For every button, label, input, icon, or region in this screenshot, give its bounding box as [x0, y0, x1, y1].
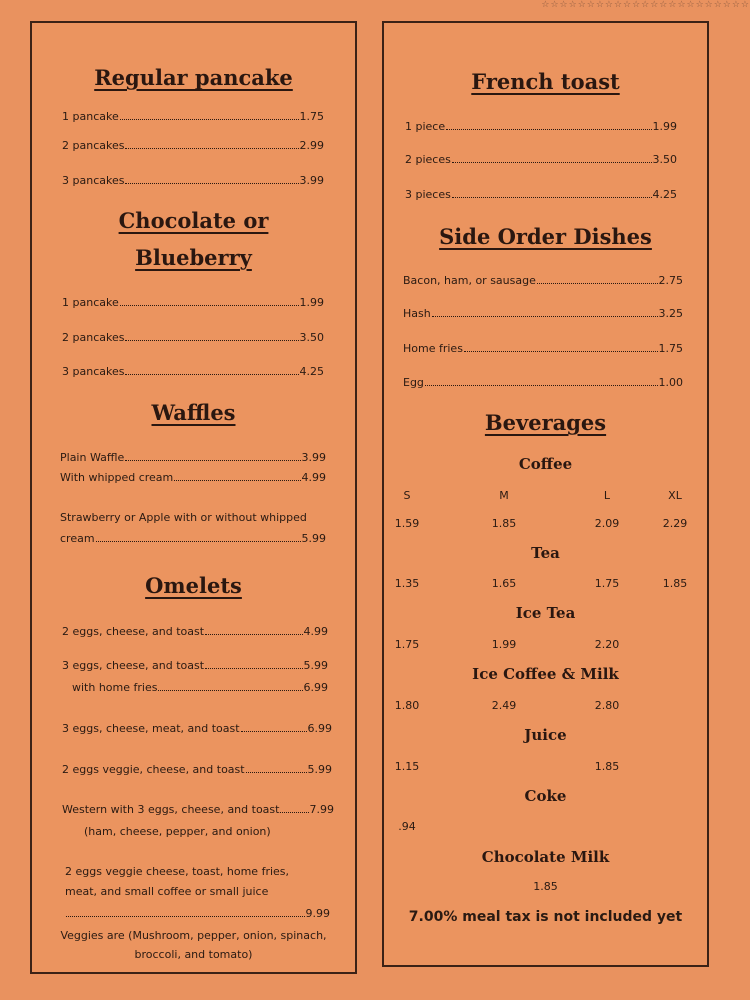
beverage-coke: Coke — [524, 787, 567, 805]
price-cell: 1.75 — [394, 638, 420, 651]
price-cell: .94 — [398, 820, 416, 833]
menu-item: 1 pancake 1.99 — [62, 296, 324, 309]
veggies-note: Veggies are (Mushroom, pepper, onion, spinach, — [60, 929, 327, 942]
price-cell: 1.80 — [394, 699, 420, 712]
beverage-chocolate-milk: Chocolate Milk — [481, 848, 610, 866]
menu-item: cream 5.99 — [60, 532, 326, 545]
right-menu-panel — [382, 21, 709, 967]
menu-item-text: Strawberry or Apple with or without whipped — [60, 511, 307, 524]
menu-item-text: meat, and small coffee or small juice — [65, 885, 269, 898]
menu-item: 1 pancake 1.75 — [62, 110, 324, 123]
beverage-juice: Juice — [524, 726, 567, 744]
price-cell: 1.85 — [594, 760, 620, 773]
menu-item: 2 eggs veggie, cheese, and toast 5.99 — [62, 763, 332, 776]
menu-item: 2 pieces 3.50 — [405, 153, 677, 166]
menu-item: Bacon, ham, or sausage 2.75 — [403, 274, 683, 287]
price-cell: 1.65 — [491, 577, 517, 590]
menu-item: 9.99 — [65, 907, 330, 920]
beverage-coffee: Coffee — [518, 455, 573, 473]
heading-chocolate-or: Chocolate or — [118, 208, 269, 233]
price-cell: 1.59 — [394, 517, 420, 530]
heading-french-toast: French toast — [471, 69, 620, 94]
menu-item: 2 pancakes 3.50 — [62, 331, 324, 344]
left-menu-panel — [30, 21, 357, 974]
menu-item: 3 eggs, cheese, meat, and toast 6.99 — [62, 722, 332, 735]
price-cell: 2.49 — [491, 699, 517, 712]
decorative-star-border: ☆☆☆☆☆☆☆☆☆☆☆☆☆☆☆☆☆☆☆☆☆☆☆ — [541, 0, 750, 10]
price-cell: 1.35 — [394, 577, 420, 590]
heading-omelets: Omelets — [145, 573, 242, 598]
heading-side-order-dishes: Side Order Dishes — [439, 224, 652, 249]
price-cell: 1.85 — [491, 517, 517, 530]
size-l: L — [603, 489, 611, 502]
price-cell: 2.09 — [594, 517, 620, 530]
beverage-tea: Tea — [531, 544, 560, 562]
price-cell: 1.99 — [491, 638, 517, 651]
price-cell: 2.20 — [594, 638, 620, 651]
veggies-note: broccoli, and tomato) — [134, 948, 253, 961]
menu-item: 3 eggs, cheese, and toast 5.99 — [62, 659, 328, 672]
menu-item: Plain Waffle 3.99 — [60, 451, 326, 464]
price-cell: 1.85 — [533, 880, 558, 893]
tax-note: 7.00% meal tax is not included yet — [408, 909, 683, 925]
price-cell: 1.15 — [394, 760, 420, 773]
size-m: M — [499, 489, 509, 502]
menu-item: 3 pancakes 3.99 — [62, 174, 324, 187]
beverage-ice-coffee: Ice Coffee & Milk — [472, 665, 619, 683]
menu-item: 3 pancakes 4.25 — [62, 365, 324, 378]
menu-item: Egg 1.00 — [403, 376, 683, 389]
heading-waffles: Waffles — [151, 400, 236, 425]
beverage-ice-tea: Ice Tea — [515, 604, 576, 622]
price-cell: 2.29 — [662, 517, 688, 530]
heading-regular-pancake: Regular pancake — [94, 65, 293, 90]
size-xl: XL — [668, 489, 682, 502]
menu-item: 2 pancakes 2.99 — [62, 139, 324, 152]
heading-blueberry: Blueberry — [135, 245, 252, 270]
menu-item: Western with 3 eggs, cheese, and toast 7.99 — [62, 803, 334, 816]
menu-item: 3 pieces 4.25 — [405, 188, 677, 201]
menu-item: 1 piece 1.99 — [405, 120, 677, 133]
menu-item: Home fries 1.75 — [403, 342, 683, 355]
size-s: S — [403, 489, 411, 502]
price-cell: 1.75 — [594, 577, 620, 590]
menu-item: Hash 3.25 — [403, 307, 683, 320]
menu-item: with home fries 6.99 — [72, 681, 328, 694]
menu-item: 2 eggs, cheese, and toast 4.99 — [62, 625, 328, 638]
price-cell: 1.85 — [662, 577, 688, 590]
menu-item: With whipped cream 4.99 — [60, 471, 326, 484]
heading-beverages: Beverages — [484, 410, 607, 435]
menu-item-text: 2 eggs veggie cheese, toast, home fries, — [65, 865, 290, 878]
menu-item-note: (ham, cheese, pepper, and onion) — [84, 825, 271, 838]
price-cell: 2.80 — [594, 699, 620, 712]
